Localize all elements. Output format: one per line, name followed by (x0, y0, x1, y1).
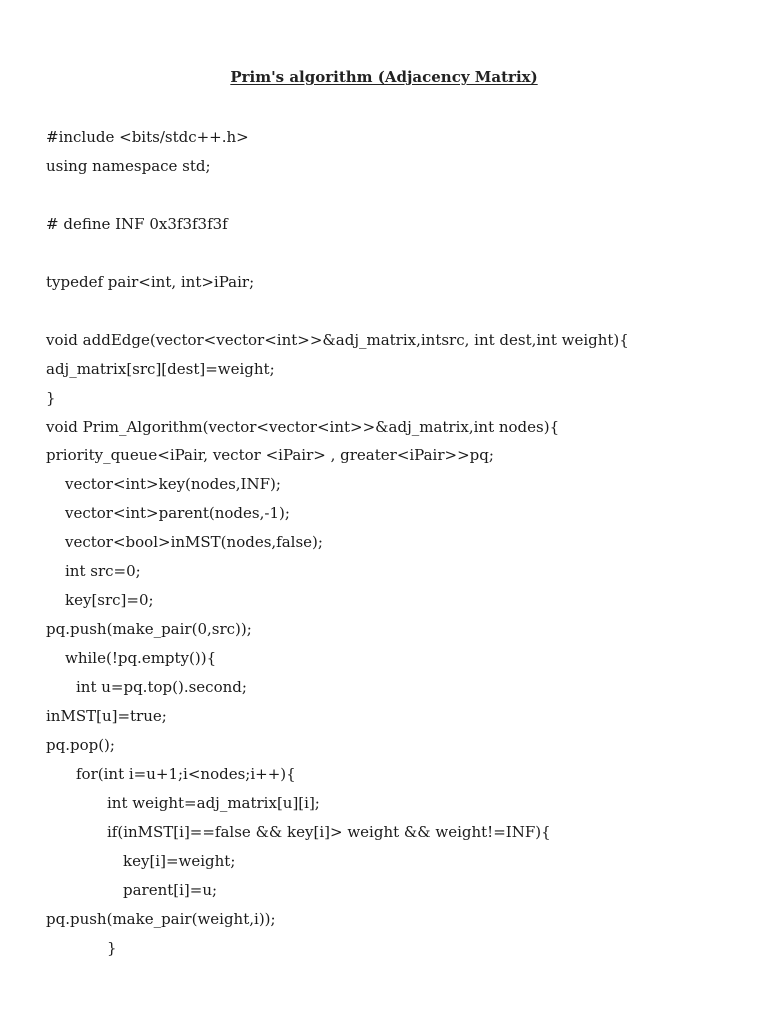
code-line (0, 789, 768, 818)
code-line (0, 876, 768, 905)
code-line-text: void Prim_Algorithm(vector<vector<int>>&adj_matrix,int nodes){ (46, 417, 560, 436)
code-line (0, 499, 768, 528)
code-line-text: if(inMST[i]==false && key[i]> weight && weight!=INF){ (107, 822, 551, 841)
code-line-text: for(int i=u+1;i<nodes;i++){ (76, 764, 296, 783)
code-line (0, 441, 768, 470)
code-line (0, 152, 768, 181)
code-line-text: vector<int>key(nodes,INF); (65, 475, 281, 494)
code-line-text: #include <bits/stdc++.h> (46, 128, 249, 146)
code-line-text: using namespace std; (46, 156, 211, 175)
code-line (0, 847, 768, 876)
code-line-text: vector<int>parent(nodes,-1); (65, 504, 290, 523)
code-line (0, 702, 768, 731)
code-line-text: int src=0; (65, 562, 141, 581)
code-line-text: } (46, 388, 56, 407)
document-title: Prim's algorithm (Adjacency Matrix) (230, 68, 538, 86)
code-line-text: typedef pair<int, int>iPair; (46, 272, 255, 291)
code-line-text: pq.push(make_pair(0,src)); (46, 620, 252, 639)
code-line-text: adj_matrix[src][dest]=weight; (46, 359, 275, 378)
code-line (0, 673, 768, 702)
code-line (0, 297, 768, 326)
code-line (0, 355, 768, 384)
code-line (0, 557, 768, 586)
code-line (0, 615, 768, 644)
code-line (0, 818, 768, 847)
code-line (0, 470, 768, 499)
code-line-text: inMST[u]=true; (46, 707, 167, 726)
code-line-text: priority_queue<iPair, vector <iPair> , greater<iPair>>pq; (46, 446, 494, 465)
code-line (0, 586, 768, 615)
code-line-text: int weight=adj_matrix[u][i]; (107, 793, 320, 812)
code-line (0, 413, 768, 442)
code-line-text: pq.push(make_pair(weight,i)); (46, 909, 276, 928)
code-line (0, 123, 768, 152)
code-line-text: # define INF 0x3f3f3f3f (46, 214, 228, 233)
code-line (0, 644, 768, 673)
code-line-text: pq.pop(); (46, 736, 115, 755)
code-line-text: void addEdge(vector<vector<int>>&adj_matrix,intsrc, int dest,int weight){ (46, 330, 629, 349)
code-line-text: int u=pq.top().second; (76, 678, 247, 697)
code-line (0, 268, 768, 297)
code-line (0, 181, 768, 210)
code-line (0, 760, 768, 789)
code-line (0, 326, 768, 355)
code-line-text: vector<bool>inMST(nodes,false); (65, 533, 323, 552)
code-line (0, 905, 768, 934)
code-line (0, 731, 768, 760)
code-line-text: key[src]=0; (65, 591, 154, 610)
code-line-text: } (107, 938, 117, 957)
code-line-text: while(!pq.empty()){ (65, 649, 217, 668)
code-line (0, 210, 768, 239)
code-block (0, 123, 768, 963)
code-line (0, 384, 768, 413)
code-line (0, 239, 768, 268)
code-line-text: parent[i]=u; (123, 880, 218, 899)
code-line (0, 934, 768, 963)
code-line (0, 528, 768, 557)
code-line-text: key[i]=weight; (123, 851, 236, 870)
